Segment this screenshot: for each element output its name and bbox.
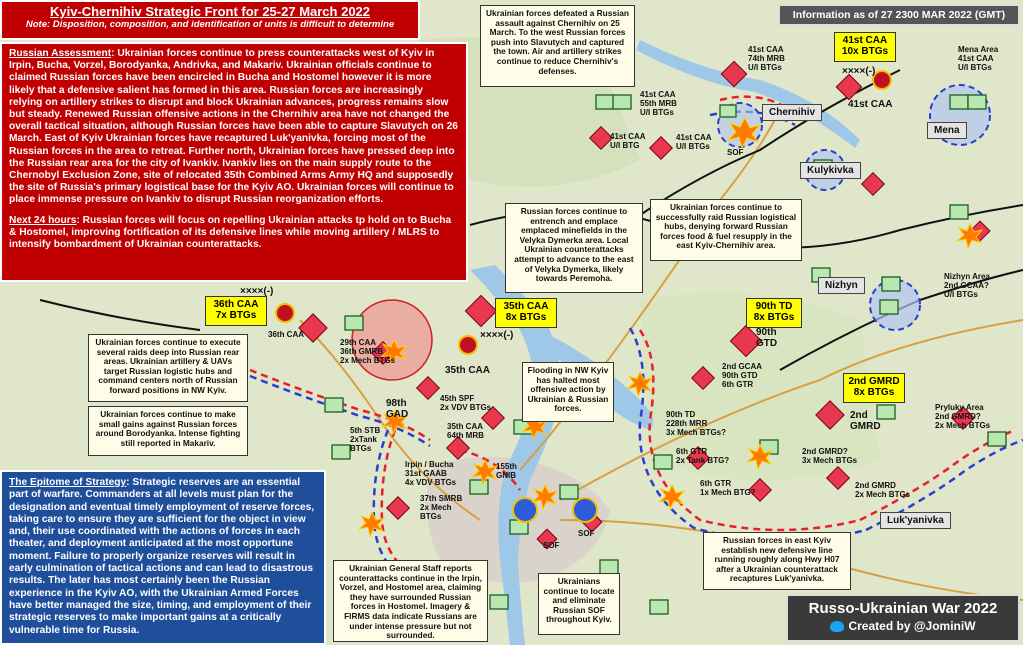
unit-label: 41st CAA U/I BTGs: [676, 133, 712, 151]
note-general-staff: Ukrainian General Staff reports counterattacks continue in the Irpin, Vorzel, and Hostomel area, claiming they have surrounded Russian forces in Hostomel. Imagery & FIRMS data indicate Russians are under intense pressure but not surrounded.: [333, 560, 488, 642]
map-title-box: [0, 0, 420, 40]
unit-label: 2nd GMRD 2x Mech BTGs: [855, 481, 911, 499]
unit-label: 41st CAA 74th MRB U/I BTGs: [748, 45, 785, 72]
unit-label: Pryluky Area 2nd GMRD? 2x Mech BTGs: [935, 403, 991, 430]
unit-label: 6th GTR 2x Tank BTG?: [676, 447, 730, 465]
note-velyka-dymerka: Russian forces continue to entrench and emplace emplaced minefields in the Velyka Dymerka area. Local Ukrainian counterattacks attempt to advance to the east of Velyka Dymerka, likely towards Peremoha.: [505, 203, 643, 293]
unit-label: Mena Area 41st CAA U/I BTGs: [958, 45, 999, 72]
note-flooding: Flooding in NW Kyiv has halted most offensive action by Ukrainian & Russian forces.: [522, 362, 614, 422]
ukrainian-unit: [968, 95, 986, 109]
unit-label: 29th CAA 36th GMRB 2x Mech BTGs: [340, 338, 396, 365]
next-24-heading: Next 24 hours: [9, 214, 77, 226]
note-raids-rear: Ukrainian forces continue to execute several raids deep into Russian rear areas. Ukrainian artillery & UAVs target Russian logistic hubs and command centers north of Russian forward positions in NW Kyiv.: [88, 334, 248, 402]
ukrainian-unit: [654, 455, 672, 469]
ukrainian-unit: [325, 398, 343, 412]
ukrainian-unit: [490, 595, 508, 609]
ukrainian-unit: [600, 560, 618, 574]
assessment-heading: Russian Assessment: [9, 48, 112, 59]
brand-handle: Created by @JominiW: [848, 619, 976, 633]
ukrainian-unit: [720, 105, 736, 117]
assessment-body: : Ukrainian forces continue to press counterattacks west of Kyiv in Irpin, Bucha, Vorzel, Borodyanka, Andrivka, and Makariv. Ukrainian officials continue to claimed Russian forces have been encircled in Bucha and Hostomel however it is more likely that a defensive salient has formed in this area. Russian forces are increasingly relying on artillery strikes to disrupt and block Ukrainian advances, progress remains slow but steady. Renewed Russian offensive actions in the Chernihiv area have not changed the overall tactical situation, although Russian forces have been able to capture Slavutych on 26 March. East of Kyiv Ukrainian forces have recaptured Luk'yanivka, forcing most of the Russian forces in the area to retreat. Further north, Ukrainian forces have pressed deep into the Russian rear area for the city of Ivankiv. Ivankiv lies on the main supply route to the Chernobyl Exclusion Zone, site of relocated 35th Combined Arms Army HQ and supposedly the site of Russia's primary logistical base for the Kyiv AO. Ukrainian forces will continue to place immense pressure on Ivankiv to disrupt Russian reorganization efforts.: [9, 48, 458, 206]
unit-label: 5th STB 2xTank BTGs: [350, 426, 381, 453]
brand-box: [786, 594, 1020, 642]
note-chernihiv-defeat: Ukrainian forces defeated a Russian assault against Chernihiv on 25 March. To the west Russian forces push into Slavutych and captured the town. Air and artillery strikes continue to reduce Chernihiv's defenses.: [480, 5, 635, 87]
label-90th-td: 90th TD 8x BTGs: [746, 298, 802, 328]
unit-label: 36th CAA: [268, 330, 305, 339]
unit-label: 35th CAA 64th MRB: [447, 422, 484, 440]
label-35th-caa: 35th CAA 8x BTGs: [495, 298, 557, 328]
ukrainian-unit: [988, 432, 1006, 446]
unit-label: 90th TD 228th MRR 3x Mech BTGs?: [666, 410, 727, 437]
ukrainian-unit: [596, 95, 614, 109]
ukrainian-unit: [882, 277, 900, 291]
shield-icon: [276, 304, 294, 322]
russian-assessment-box: [0, 42, 468, 282]
next-24-body: : Russian forces will focus on repelling Ukrainian attacks tp hold on to Bucha & Hostomel, improving fortification of its defensive lines while moving artillery / MLRS to intensify bombardment of Ukrainian counterattacks.: [9, 214, 452, 251]
city-chernihiv: Chernihiv: [762, 104, 822, 121]
info-timestamp: Information as of 27 2300 MAR 2022 (GMT): [778, 4, 1020, 26]
note-east-kyiv: Russian forces in east Kyiv establish new defensive line running roughly along Hwy H07 after a Ukrainian counterattack recaptures Luk'yanivka.: [703, 532, 851, 590]
shield-icon: [573, 498, 597, 522]
label-41st-caa: 41st CAA 10x BTGs: [834, 32, 896, 62]
unit-label: 35th CAA: [445, 365, 491, 376]
unit-label: 2nd GMRD: [850, 410, 881, 432]
city-kulykivka: Kulykivka: [800, 162, 861, 179]
city-lukyanivka: Luk'yanivka: [880, 512, 951, 529]
ukrainian-unit: [560, 485, 578, 499]
unit-label: SOF: [727, 148, 744, 157]
note-small-gains: Ukrainian forces continue to make small gains against Russian forces around Borodyanka. Intense fighting still reported in Makariv.: [88, 406, 248, 456]
unit-label: 155th GNIB: [496, 462, 517, 480]
ukrainian-unit: [650, 600, 668, 614]
ukrainian-unit: [950, 95, 968, 109]
unit-echelon: ××××(-): [480, 330, 514, 341]
unit-label: 6th GTR 1x Mech BTG?: [700, 479, 756, 497]
unit-echelon: ××××(-): [240, 286, 274, 297]
ukrainian-unit: [880, 300, 898, 314]
unit-label: 41st CAA U/I BTG: [610, 132, 646, 150]
brand-title: Russo-Ukrainian War 2022: [808, 600, 998, 617]
map-subtitle: Note: Disposition, composition, and identification of units is difficult to determine: [25, 19, 395, 30]
unit-label: 41st CAA 55th MRB U/I BTGs: [640, 90, 677, 117]
ukrainian-unit: [950, 205, 968, 219]
unit-label: Irpin / Bucha 31st GAAB 4x VDV BTGs: [405, 460, 457, 487]
brand-credit[interactable]: [788, 619, 1018, 633]
ukrainian-unit: [613, 95, 631, 109]
unit-label: 45th SPF 2x VDV BTGs: [440, 394, 492, 412]
epitome-body: : Strategic reserves are an essential part of warfare. Commanders at all levels must plan for the designation and eventual timely employment of reserve forces, taking care to ensure they are sufficient for the object in view and, their use coordinated with the actions of forces in each theater, and deployment anticipated at the most opportune moment. Failure to properly organize reserves will result in early culmination of tactical actions and can lead to disastrous results. The later has most certainly been the Russian experience in the Kyiv AO, with the Ukrainian Armed Forces have better managed the size, timing, and employment of their strategic reserves to make important gains at a critically vulnerable time for Russia.: [9, 477, 315, 636]
unit-label: 98th GAD: [386, 398, 409, 420]
unit-label: 2nd GCAA 90th GTD 6th GTR: [722, 362, 762, 389]
shield-icon: [873, 71, 891, 89]
unit-echelon: ××××(-): [842, 66, 876, 77]
unit-label: Nizhyn Area 2nd GCAA? U/I BTGs: [944, 272, 990, 299]
epitome-box: [0, 470, 326, 645]
unit-label: 2nd GMRD? 3x Mech BTGs: [802, 447, 858, 465]
note-raid-logistics: Ukrainian forces continue to successfully raid Russian logistical hubs, denying forward Russian forces food & fuel resupply in the east Kyiv-Chernihiv area.: [650, 199, 802, 261]
unit-label: 90th GTD: [756, 327, 778, 349]
city-mena: Mena: [927, 122, 967, 139]
unit-label: 37th SMRB 2x Mech BTGs: [420, 494, 463, 521]
ukrainian-unit: [332, 445, 350, 459]
twitter-icon: [830, 621, 844, 632]
ukrainian-unit: [345, 316, 363, 330]
note-sof: Ukrainians continue to locate and eliminate Russian SOF throughout Kyiv.: [538, 573, 620, 635]
ukrainian-unit: [470, 480, 488, 494]
label-2nd-gmrd: 2nd GMRD 8x BTGs: [843, 373, 905, 403]
unit-label: SOF: [578, 529, 595, 538]
unit-label: SOF: [543, 541, 560, 550]
city-nizhyn: Nizhyn: [818, 277, 865, 294]
unit-label: 41st CAA: [848, 99, 893, 110]
map-title: Kyiv-Chernihiv Strategic Front for 25-27 March 2022: [49, 4, 371, 19]
label-36th-caa: 36th CAA 7x BTGs: [205, 296, 267, 326]
epitome-heading: The Epitome of Strategy: [9, 477, 127, 488]
shield-icon: [459, 336, 477, 354]
